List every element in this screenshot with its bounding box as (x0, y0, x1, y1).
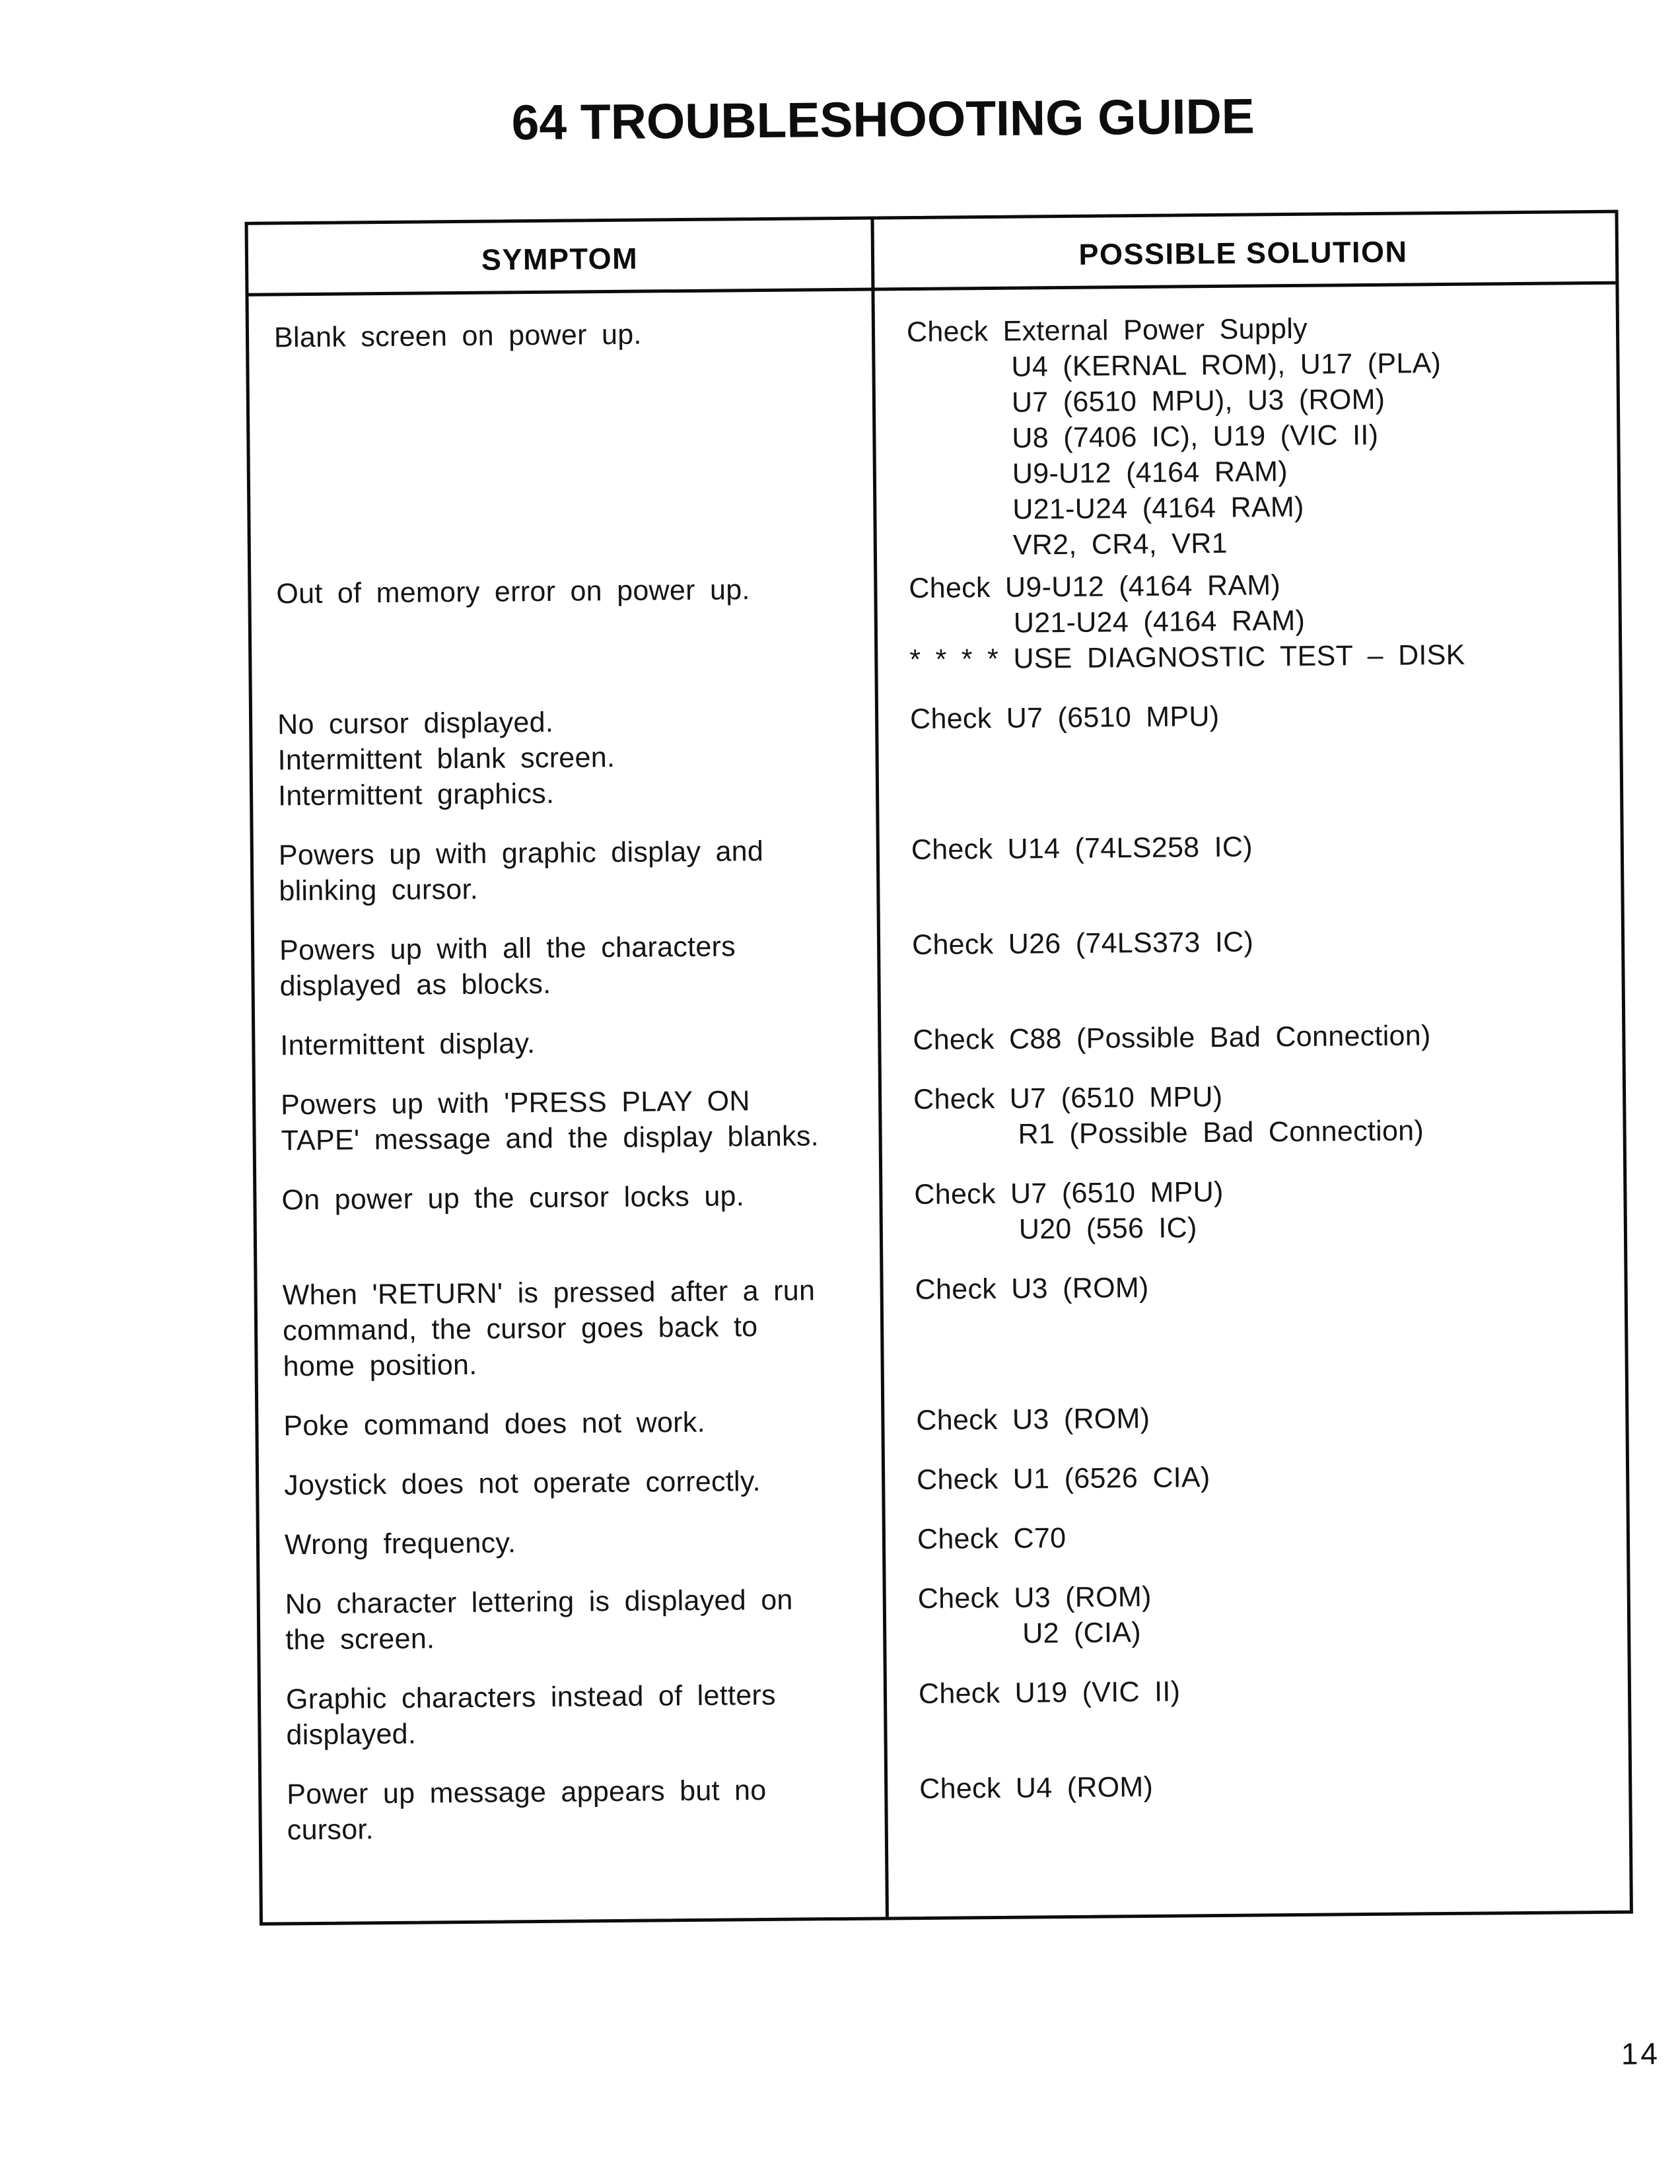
symptom-line: home position. (283, 1349, 477, 1383)
table-row (252, 695, 1620, 814)
solution-line: Check C70 (917, 1522, 1067, 1556)
solution-cell (874, 565, 1619, 678)
solution-line: Check U7 (6510 MPU) (914, 1176, 1224, 1211)
solution-cell (879, 1171, 1624, 1249)
page-number: 14 (1621, 2036, 1661, 2071)
symptom-line: No character lettering is displayed on (285, 1584, 793, 1621)
table-row (261, 1670, 1628, 1753)
solution-line: U20 (556 IC) (1018, 1212, 1197, 1246)
symptom-line: command, the cursor goes back to (282, 1311, 758, 1347)
symptom-cell (252, 702, 876, 814)
symptom-line: blinking cursor. (279, 873, 479, 907)
table-row (254, 921, 1622, 1004)
table-row (260, 1516, 1627, 1563)
solution-cell (878, 1016, 1622, 1059)
solution-cell (882, 1456, 1626, 1498)
solution-cell (883, 1575, 1628, 1653)
symptom-line: No cursor displayed. (277, 706, 554, 741)
symptom-line: Poke command does not work. (283, 1406, 706, 1442)
table-header-row (248, 213, 1616, 297)
table-row (249, 308, 1618, 570)
solution-line: * * * * USE DIAGNOSTIC TEST – DISK (909, 639, 1465, 676)
solution-line: Check U9-U12 (4164 RAM) (909, 569, 1281, 605)
solution-cell (875, 695, 1620, 809)
solution-cell (880, 1266, 1625, 1380)
solution-line: Check U7 (6510 MPU) (909, 700, 1220, 736)
symptom-line: displayed as blocks. (279, 968, 551, 1003)
table-row (258, 1397, 1625, 1444)
table-row (254, 826, 1621, 909)
solution-line: Check U3 (ROM) (916, 1402, 1150, 1437)
solution-line: Check External Power Supply (906, 312, 1308, 349)
symptom-cell (262, 1771, 885, 1848)
symptom-line: the screen. (285, 1623, 435, 1656)
symptom-cell (254, 833, 877, 909)
symptom-line: Intermittent display. (280, 1028, 536, 1062)
solution-cell (884, 1670, 1628, 1748)
symptom-line: Intermittent blank screen. (277, 741, 615, 777)
solution-cell (878, 1076, 1623, 1154)
symptom-line: cursor. (287, 1814, 374, 1847)
column-header-possible-solution: POSSIBLE SOLUTION (1078, 234, 1408, 271)
solution-line: Check U19 (VIC II) (918, 1675, 1181, 1710)
table-row (262, 1765, 1629, 1849)
symptom-cell (259, 1462, 882, 1503)
symptom-line: Powers up with 'PRESS PLAY ON (280, 1085, 750, 1121)
table-row (259, 1456, 1626, 1504)
symptom-line: Intermittent graphics. (277, 777, 555, 812)
symptom-line: Powers up with all the characters (279, 931, 736, 967)
column-header-symptom: SYMPTOM (481, 241, 639, 277)
solution-line: Check U4 (ROM) (919, 1771, 1154, 1805)
symptom-line: Blank screen on power up. (273, 318, 642, 354)
solution-line: VR2, CR4, VR1 (1012, 527, 1228, 561)
symptom-cell (256, 1082, 879, 1158)
solution-line: U9-U12 (4164 RAM) (1012, 456, 1288, 490)
table-row (260, 1575, 1628, 1658)
table-row (256, 1076, 1623, 1159)
solution-line: Check U7 (6510 MPU) (913, 1080, 1223, 1116)
solution-line: Check C88 (Possible Bad Connection) (913, 1020, 1431, 1057)
symptom-cell (257, 1272, 880, 1384)
symptom-line: On power up the cursor locks up. (281, 1180, 745, 1216)
table-row (257, 1266, 1625, 1385)
symptom-line: Powers up with graphic display and (278, 835, 764, 872)
solution-line: U8 (7406 IC), U19 (VIC II) (1012, 419, 1379, 454)
symptom-line: When 'RETURN' is pressed after a run (282, 1275, 816, 1312)
symptom-line: Power up message appears but no (287, 1775, 767, 1811)
symptom-line: Joystick does not operate correctly. (284, 1465, 761, 1502)
solution-line: Check U3 (ROM) (917, 1580, 1152, 1615)
solution-cell (881, 1397, 1625, 1439)
table-row (255, 1016, 1622, 1064)
table-row (251, 565, 1619, 684)
solution-cell (877, 921, 1622, 999)
solution-line: U7 (6510 MPU), U3 (ROM) (1011, 383, 1385, 419)
symptom-cell (256, 1177, 880, 1253)
symptom-cell (249, 315, 874, 570)
symptom-line: Graphic characters instead of letters (285, 1679, 777, 1716)
symptom-cell (251, 571, 874, 684)
symptom-cell (254, 928, 878, 1004)
troubleshooting-table (245, 210, 1633, 1926)
solution-cell (876, 826, 1621, 904)
symptom-line: Wrong frequency. (284, 1527, 516, 1561)
solution-cell (872, 308, 1618, 565)
solution-line: R1 (Possible Bad Connection) (1018, 1115, 1424, 1150)
symptom-line: TAPE' message and the display blanks. (281, 1120, 820, 1157)
table-row (256, 1171, 1624, 1254)
symptom-cell (261, 1676, 884, 1753)
page-title: 64 TROUBLESHOOTING GUIDE (511, 88, 1255, 151)
table-body (249, 285, 1629, 1849)
solution-line: U21-U24 (4164 RAM) (1013, 604, 1306, 639)
solution-line: Check U1 (6526 CIA) (916, 1462, 1210, 1497)
symptom-line: displayed. (286, 1718, 417, 1751)
solution-line: Check U3 (ROM) (915, 1271, 1149, 1306)
symptom-cell (260, 1581, 884, 1658)
solution-line: U2 (CIA) (1022, 1617, 1142, 1650)
symptom-cell (258, 1403, 881, 1444)
symptom-cell (255, 1022, 878, 1063)
symptom-line: Out of memory error on power up. (276, 574, 750, 610)
solution-line: Check U26 (74LS373 IC) (911, 926, 1254, 962)
solution-line: Check U14 (74LS258 IC) (911, 831, 1253, 866)
solution-cell (882, 1516, 1627, 1558)
solution-cell (884, 1765, 1629, 1843)
solution-line: U21-U24 (4164 RAM) (1012, 491, 1304, 526)
symptom-cell (260, 1522, 882, 1563)
solution-line: U4 (KERNAL ROM), U17 (PLA) (1011, 347, 1442, 383)
